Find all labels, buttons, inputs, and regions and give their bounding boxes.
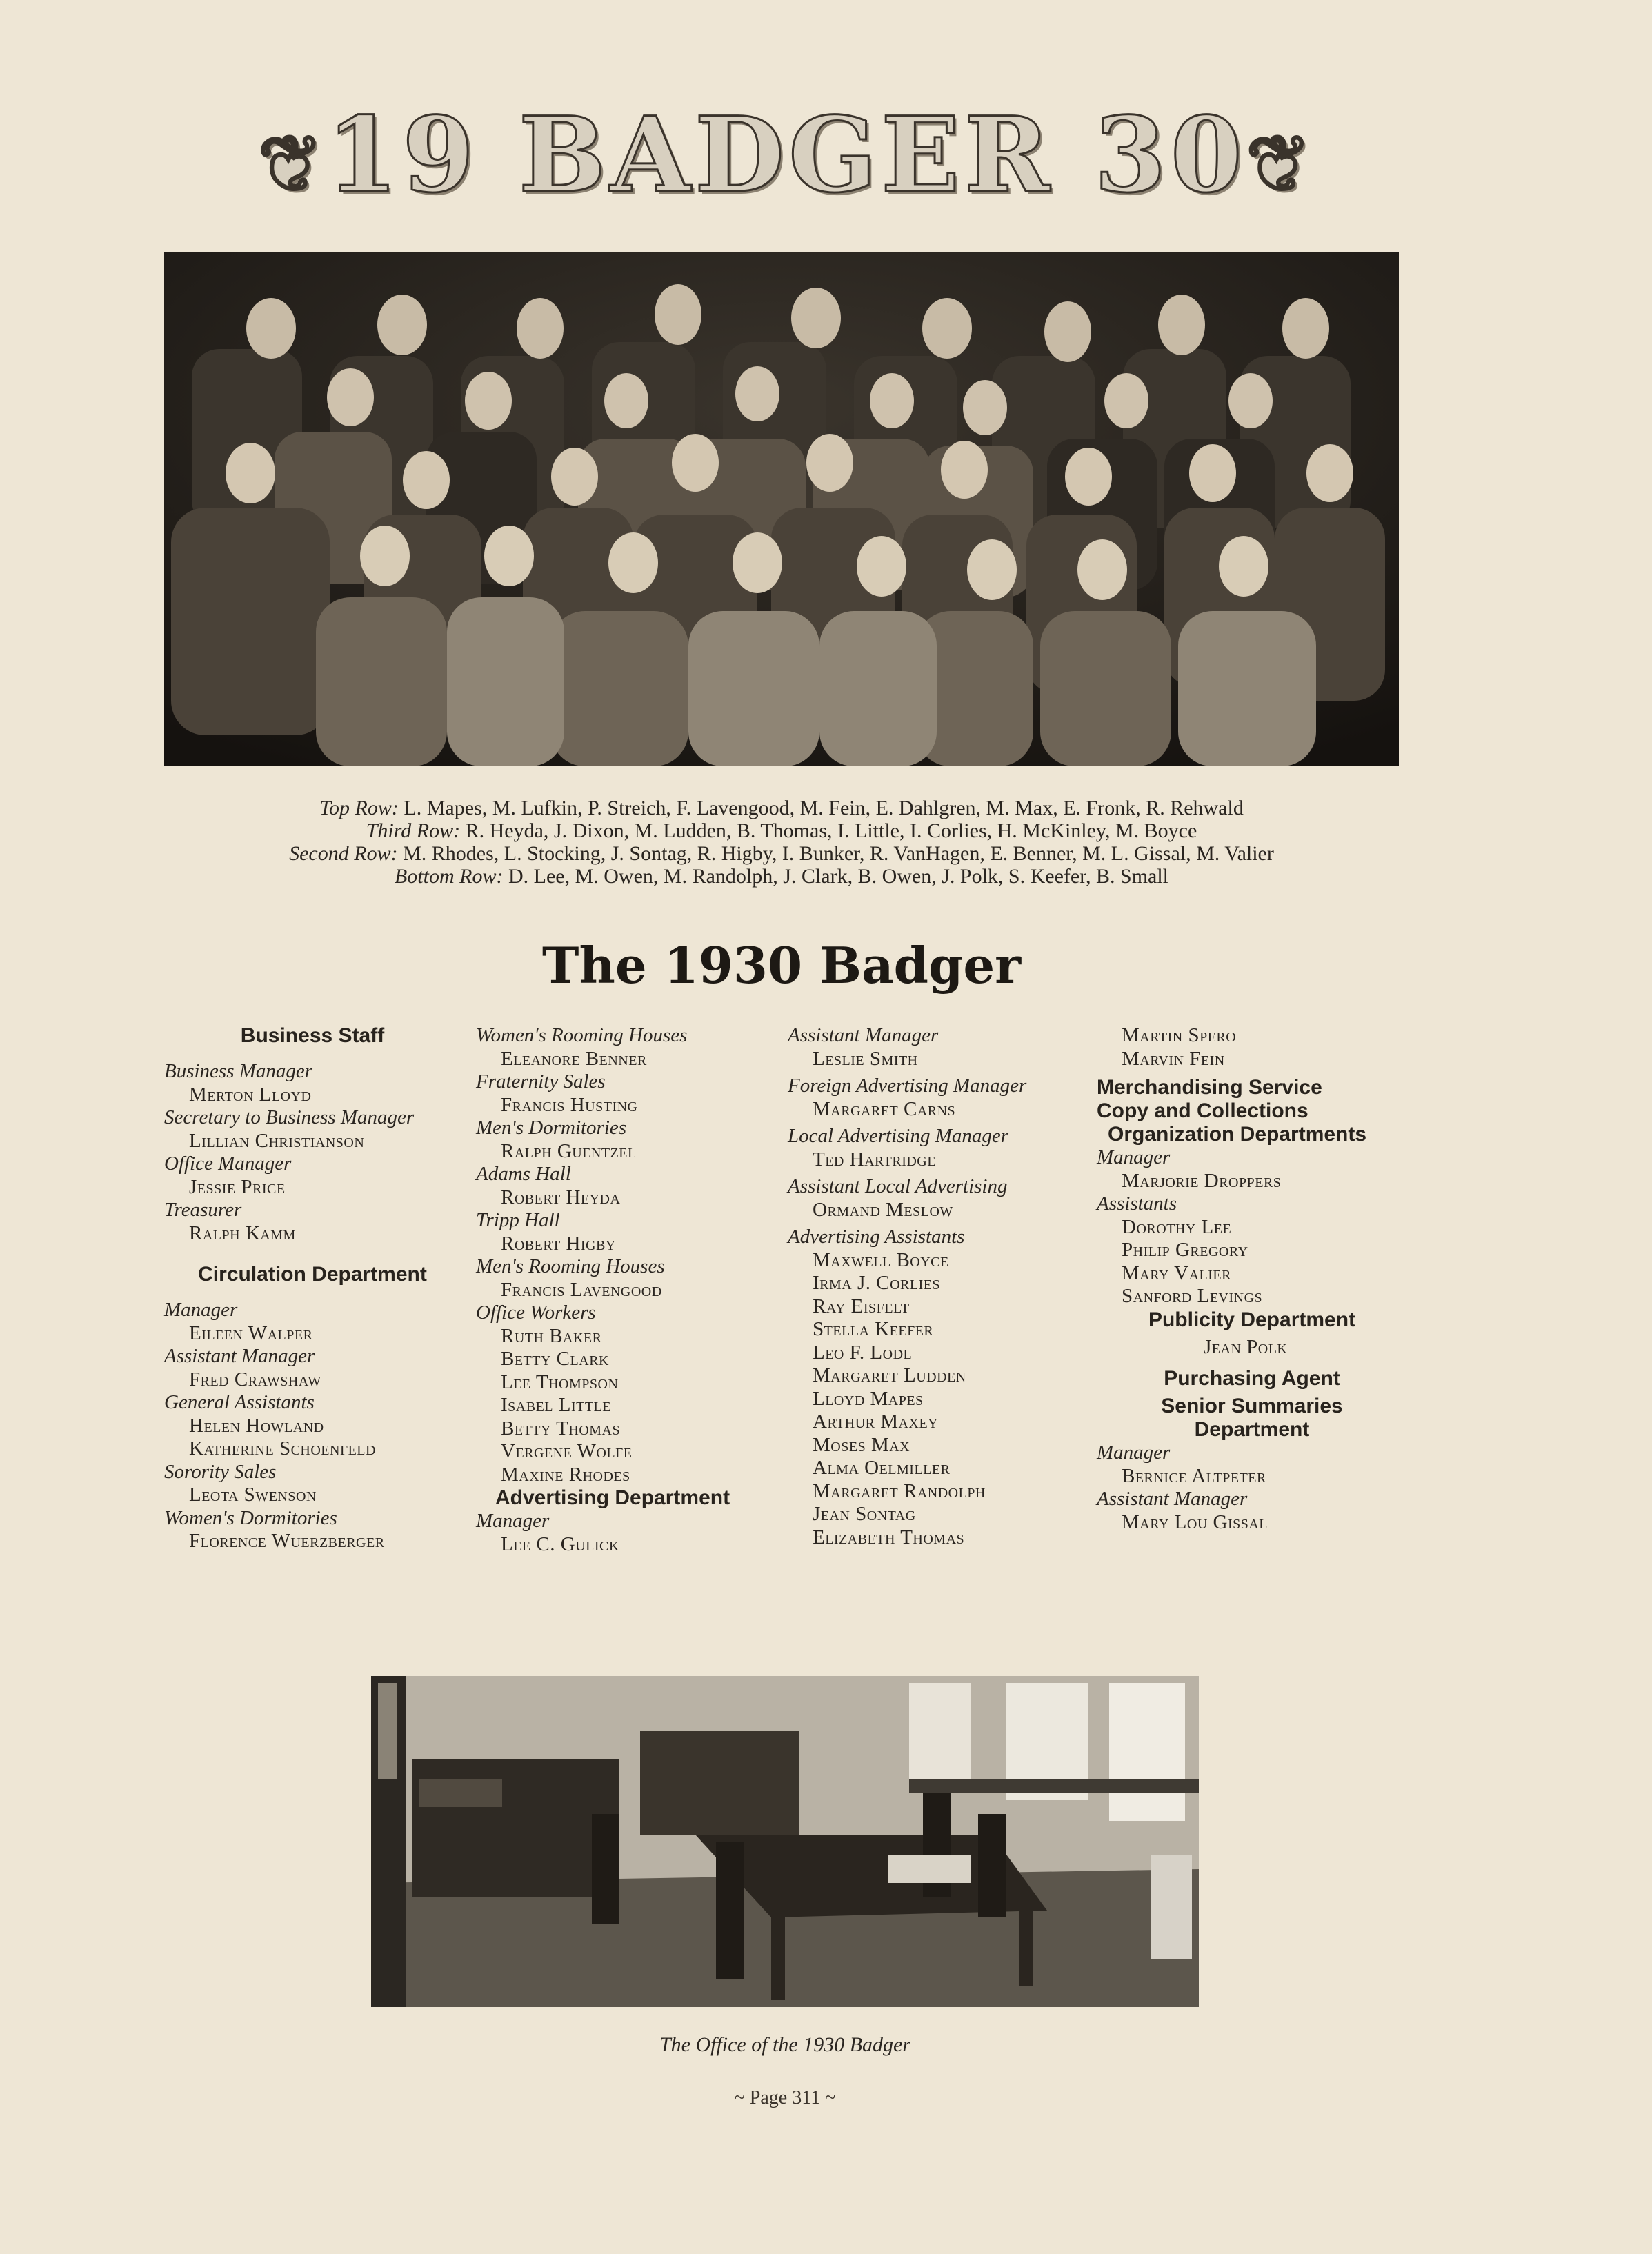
badger-banner	[166, 94, 1407, 216]
caption-row: Top Row: L. Mapes, M. Lufkin, P. Streich, F. Lavengood, M. Fein, E. Dahlgren, M. Max, E. Fronk, R. Rehwald	[319, 797, 1244, 819]
banner-text: 19 BADGER 30	[326, 94, 1247, 216]
caption-row: Bottom Row: D. Lee, M. Owen, M. Randolph, J. Clark, B. Owen, J. Polk, S. Keefer, B. Small	[394, 865, 1169, 888]
ornament-icon: ❦	[258, 119, 326, 209]
page-title: The 1930 Badger	[541, 936, 1022, 995]
group-photo	[164, 252, 1399, 766]
section-heading: Business Staff	[240, 1024, 385, 1047]
section-heading: Senior Summaries	[1161, 1395, 1343, 1417]
section-heading: Copy and Collections	[1097, 1099, 1308, 1122]
section-heading: Merchandising Service	[1097, 1076, 1322, 1099]
section-heading: Purchasing Agent	[1164, 1367, 1340, 1390]
staff-column-1: Business Staff Business Manager Merton Lloyd Secretary to Business Manager Lillian Christianson Office Manager Jessie Price Treasurer Ralph Kamm Circulation Department Manager Eileen Walper Assistant Manager Fred Crawshaw General Assistants Helen Howland Katherine Schoenfeld Sorority Sales Leota Swenson Women's Dormitories Florence Wuerzberger	[164, 1024, 461, 1553]
section-heading: Circulation Department	[198, 1263, 427, 1286]
section-heading: Publicity Department	[1148, 1308, 1356, 1331]
photo-captions	[164, 797, 1399, 888]
staff-column-2: Women's Rooming Houses Eleanore Benner Fraternity Sales Francis Husting Men's Dormitories Ralph Guentzel Adams Hall Robert Heyda Tripp Hall Robert Higby Men's Rooming Houses Francis Lavengood Office Workers Ruth Baker Betty Clark Lee Thompson Isabel Little Betty Thomas Vergene Wolfe Maxine Rhodes Advertising Department Manager Lee C. Gulick	[476, 1024, 779, 1556]
ornament-icon: ❦	[1246, 119, 1315, 209]
section-heading: Department	[1194, 1418, 1310, 1441]
staff-column-3: Assistant Manager Leslie Smith Foreign Advertising Manager Margaret Carns Local Advertising Manager Ted Hartridge Assistant Local Advertising Ormand Meslow Advertising Assistants Maxwell Boyce Irma J. Corlies Ray Eisfelt Stella Keefer Leo F. Lodl Margaret Ludden Lloyd Mapes Arthur Maxey Moses Max Alma Oelmiller Margaret Randolph Jean Sontag Elizabeth Thomas	[788, 1024, 1027, 1548]
caption-row: Second Row: M. Rhodes, L. Stocking, J. Sontag, R. Higby, I. Bunker, R. VanHagen, E. Benner, M. L. Gissal, M. Valier	[289, 842, 1274, 865]
staff-column-4: Martin Spero Marvin Fein Merchandising Service Copy and Collections Organization Departments Manager Marjorie Droppers Assistants Dorothy Lee Philip Gregory Mary Valier Sanford Levings Publicity Department Jean Polk Purchasing Agent Senior Summaries Department Manager Bernice Altpeter Assistant Manager Mary Lou Gissal	[1097, 1024, 1407, 1534]
office-photo	[371, 1676, 1199, 2007]
section-heading: Organization Departments	[1108, 1123, 1367, 1146]
caption-row: Third Row: R. Heyda, J. Dixon, M. Ludden, B. Thomas, I. Little, I. Corlies, H. McKinley, M. Boyce	[366, 819, 1197, 842]
office-caption: The Office of the 1930 Badger	[659, 2033, 911, 2056]
section-heading: Advertising Department	[495, 1486, 730, 1509]
page-number: ~ Page 311 ~	[734, 2087, 836, 2108]
